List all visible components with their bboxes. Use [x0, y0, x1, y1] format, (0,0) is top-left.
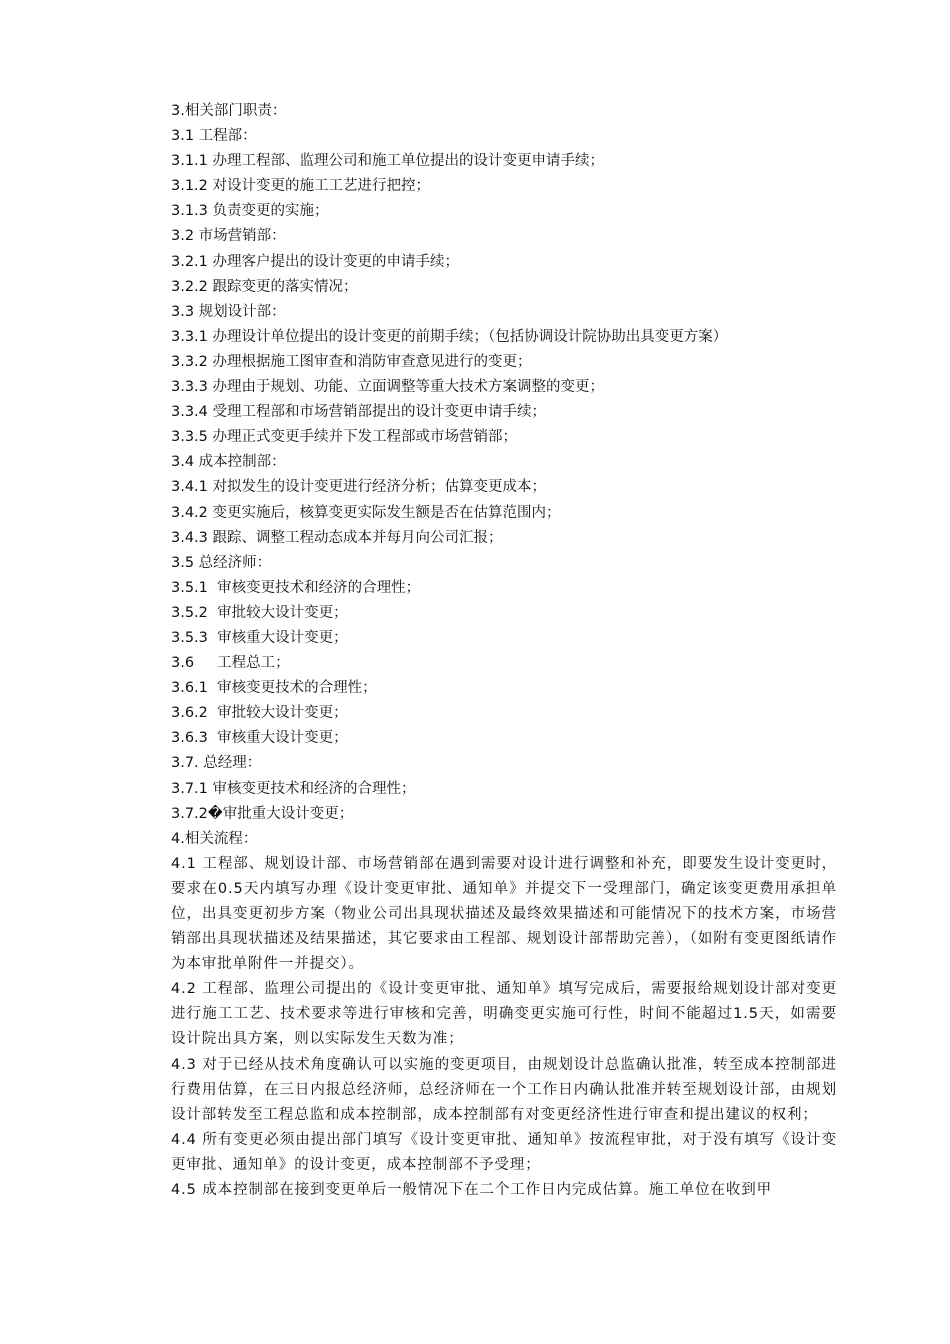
heading-3-6: 3.6 工程总工； — [171, 655, 290, 672]
text-line: 3.6.1 审核变更技术的合理性； — [171, 680, 377, 697]
text-line: 3.4.1 对拟发生的设计变更进行经济分析；估算变更成本； — [171, 479, 547, 496]
heading-section-3: 3.相关部门职责： — [171, 103, 287, 119]
text-line: 3.6.3 审核重大设计变更； — [171, 730, 348, 747]
text-line: 3.3.3 办理由于规划、功能、立面调整等重大技术方案调整的变更； — [171, 379, 605, 396]
text-line: 3.1.3 负责变更的实施； — [171, 203, 329, 220]
text-line: 3.2.2 跟踪变更的落实情况； — [171, 278, 358, 295]
text-line: 3.3.5 办理正式变更手续并下发工程部或市场营销部； — [171, 429, 518, 446]
text-line: 3.5.2 审批较大设计变更； — [171, 604, 348, 621]
heading-3-1: 3.1 工程部： — [171, 128, 257, 145]
heading-3-2: 3.2 市场营销部： — [171, 228, 286, 245]
paragraph-4-4: 4.4 所有变更必须由提出部门填写《设计变更审批、通知单》按流程审批，对于没有填写《设计变更审批、通知单》的设计变更，成本控制部不予受理； — [171, 1131, 837, 1173]
paragraph-4-3: 4.3 对于已经从技术角度确认可以实施的变更项目，由规划设计总监确认批准，转至成本控制部进行费用估算，在三日内报总经济师，总经济师在一个工作日内确认批准并转至规划设计部，由规划设计部转发至工程总监和成本控制部，成本控制部有对变更经济性进行审查和提出建议的权利； — [171, 1056, 837, 1123]
text-line: 3.3.2 办理根据施工图审查和消防审查意见进行的变更； — [171, 353, 532, 370]
paragraph-4-5: 4.5 成本控制部在接到变更单后一般情况下在二个工作日内完成估算。施工单位在收到甲 — [171, 1182, 773, 1199]
document-page — [171, 99, 837, 1203]
text-line: 3.3.1 办理设计单位提出的设计变更的前期手续；（包括协调设计院协助出具变更方案） — [171, 328, 728, 345]
paragraph-4-1: 4.1 工程部、规划设计部、市场营销部在遇到需要对设计进行调整和补充，即要发生设计变更时，要求在0.5天内填写办理《设计变更审批、通知单》并提交下一受理部门，确定该变更费用承担单位，出具变更初步方案（物业公司出具现状描述及最终效果描述和可能情况下的技术方案，市场营销部出具现状描述及结果描述，其它要求由工程部、规划设计部帮助完善），（如附有变更图纸请作为本审批单附件一并提交）。 — [171, 855, 837, 973]
text-line: 3.1.2 对设计变更的施工工艺进行把控； — [171, 178, 431, 195]
heading-3-4: 3.4 成本控制部： — [171, 454, 286, 471]
heading-3-3: 3.3 规划设计部： — [171, 303, 286, 320]
text-line: 3.7.1 审核变更技术和经济的合理性； — [171, 780, 416, 797]
text-line: 3.4.3 跟踪、调整工程动态成本并每月向公司汇报； — [171, 529, 503, 546]
text-line: 3.5.1 审核变更技术和经济的合理性； — [171, 579, 421, 596]
heading-3-7: 3.7. 总经理： — [171, 755, 262, 772]
heading-section-4: 4.相关流程： — [171, 830, 258, 847]
text-line: 3.6.2 审批较大设计变更； — [171, 705, 348, 722]
text-line: 3.1.1 办理工程部、监理公司和施工单位提出的设计变更申请手续； — [171, 153, 605, 170]
text-line: 3.5.3 审核重大设计变更； — [171, 629, 348, 646]
heading-3-5: 3.5 总经济师： — [171, 554, 272, 571]
text-line: 3.7.2�审批重大设计变更； — [171, 805, 354, 822]
text-line: 3.3.4 受理工程部和市场营销部提出的设计变更申请手续； — [171, 404, 547, 421]
text-line: 3.4.2 变更实施后，核算变更实际发生额是否在估算范围内； — [171, 504, 561, 521]
paragraph-4-2: 4.2 工程部、监理公司提出的《设计变更审批、通知单》填写完成后，需要报给规划设计部对变更进行施工工艺、技术要求等进行审核和完善，明确变更实施可行性，时间不能超过1.5天，如需要设计院出具方案，则以实际发生天数为准； — [171, 981, 837, 1048]
text-line: 3.2.1 办理客户提出的设计变更的申请手续； — [171, 253, 460, 270]
